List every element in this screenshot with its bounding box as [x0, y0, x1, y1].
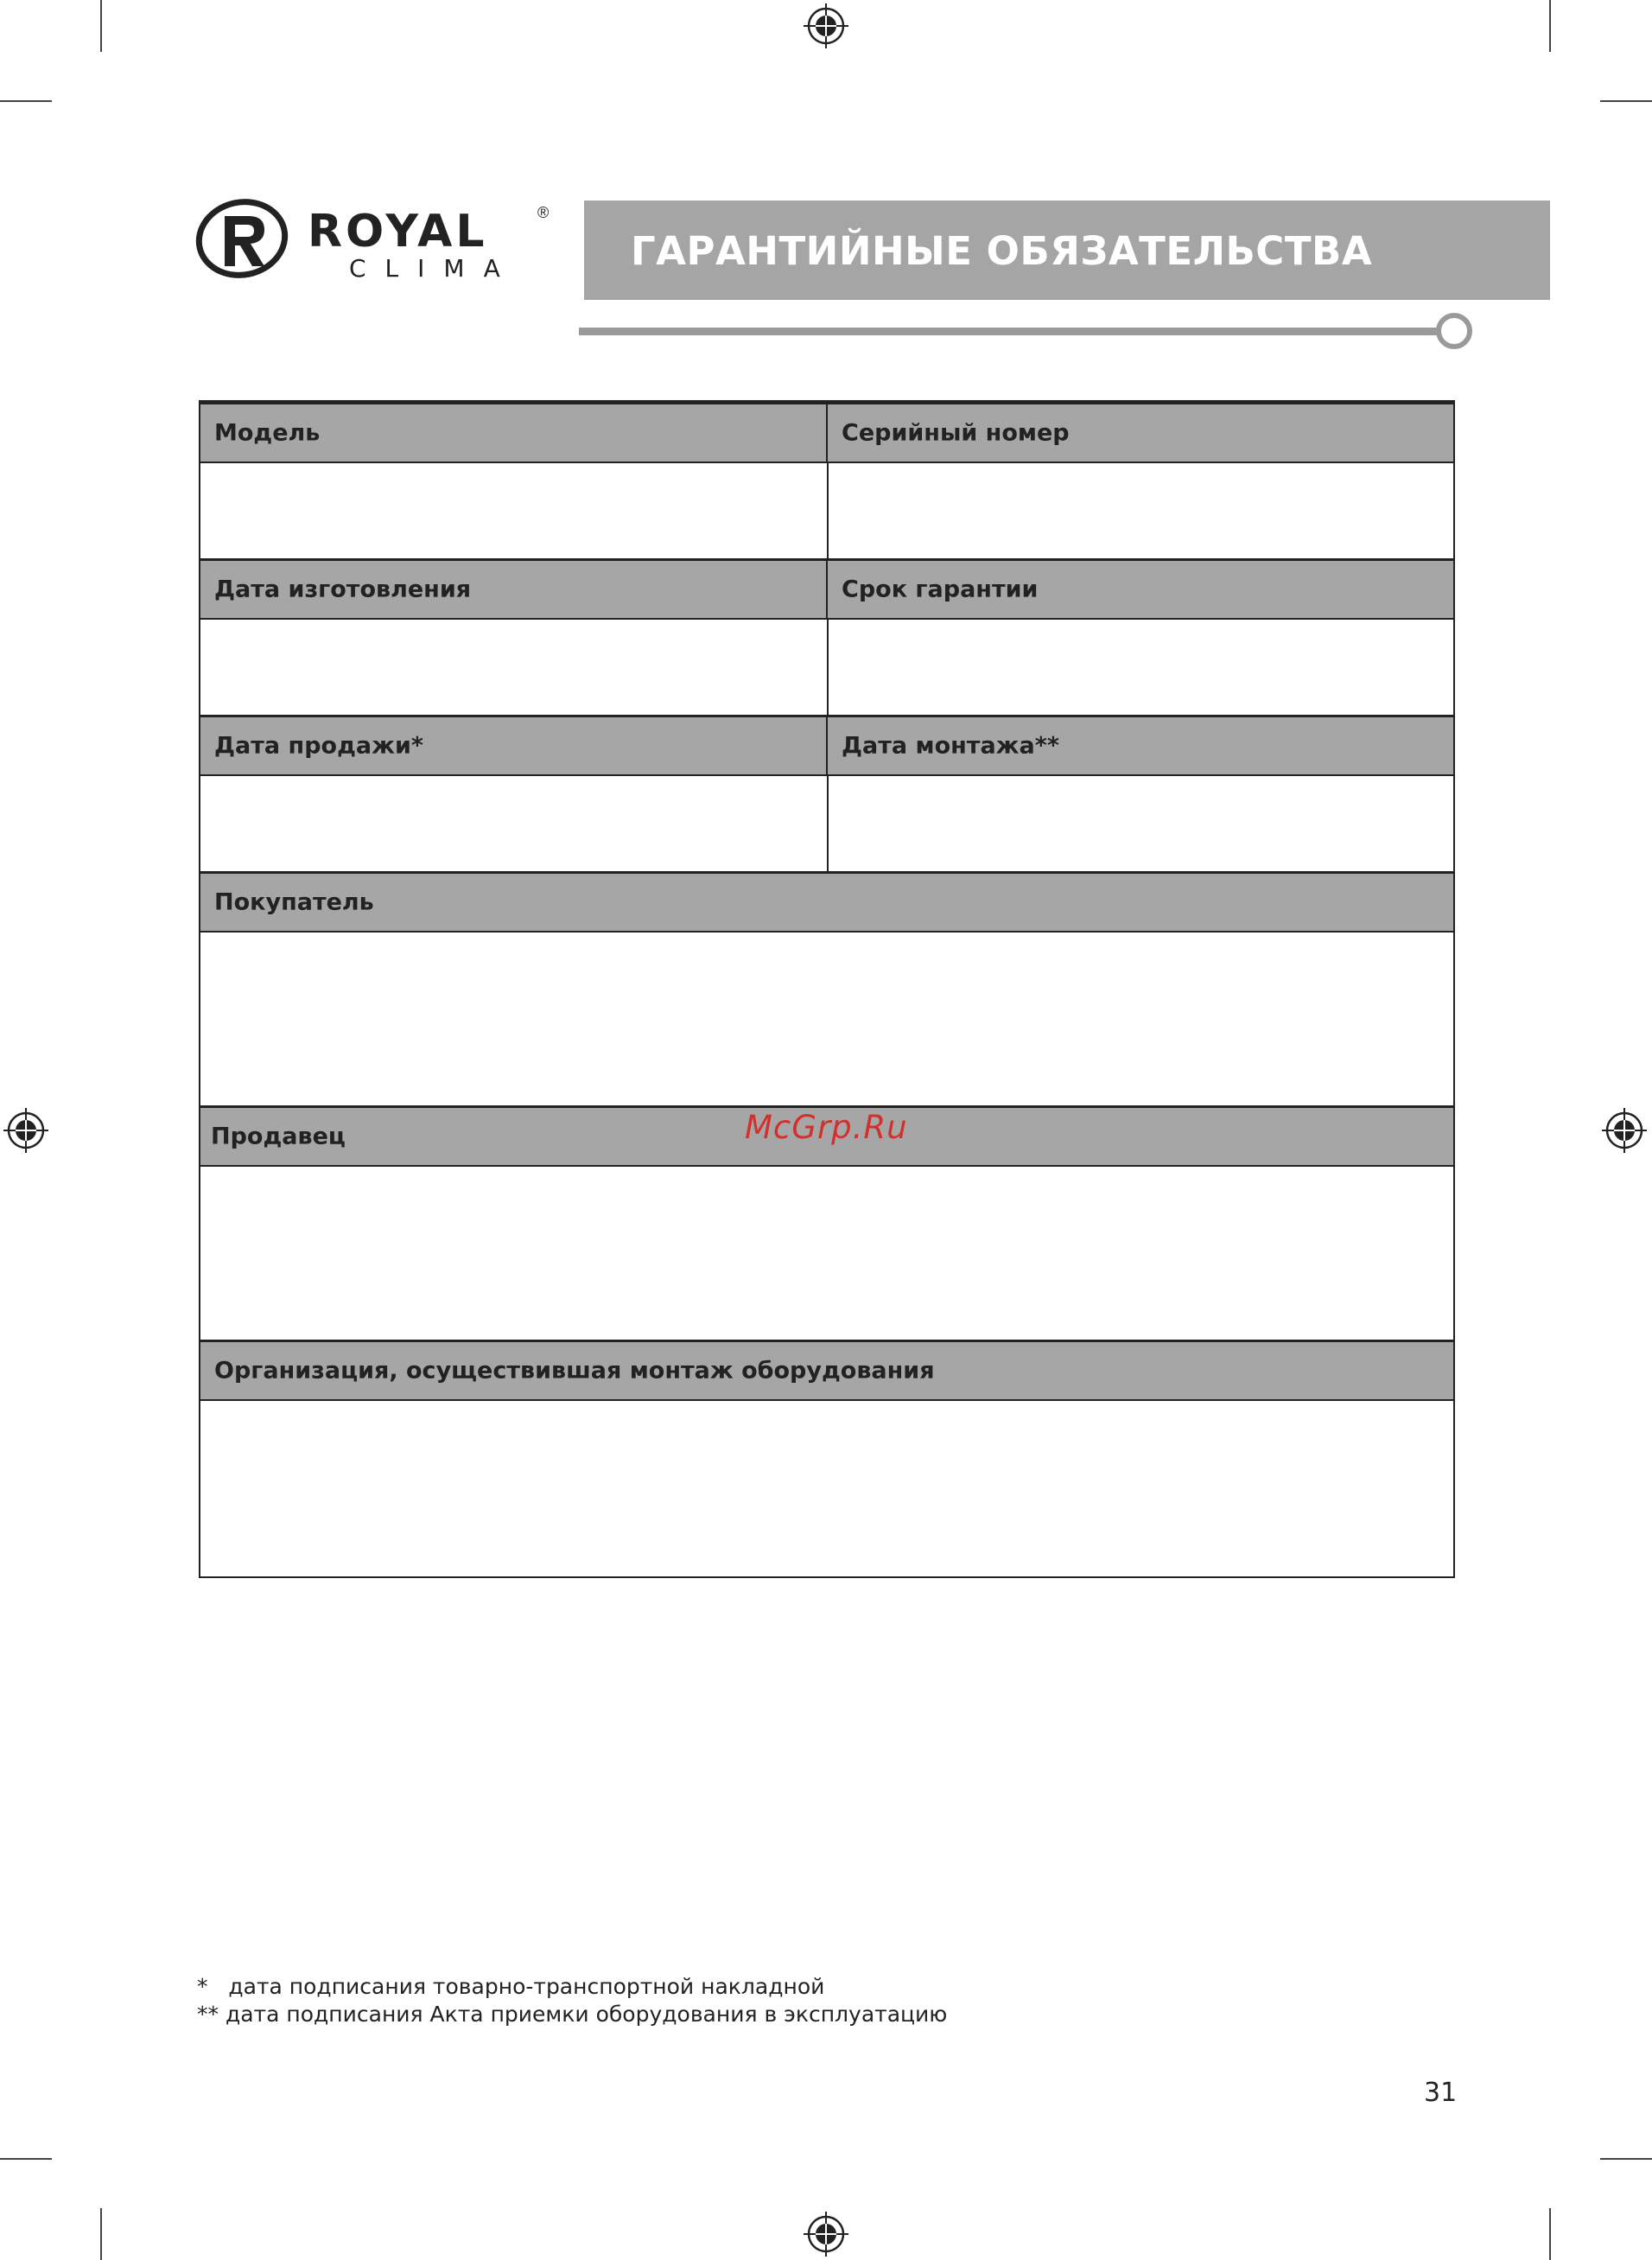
field-warranty-term-label: Срок гарантии — [842, 576, 1039, 603]
field-serial-input[interactable] — [829, 463, 1453, 559]
crop-mark — [1600, 2158, 1652, 2160]
warranty-form — [199, 400, 1455, 1578]
crop-mark — [1549, 0, 1551, 52]
footnote-sale-date: * дата подписания товарно-транспортной накладной — [197, 1974, 825, 1999]
registered-mark: ® — [537, 204, 550, 221]
field-installer-header — [200, 1340, 1453, 1401]
crop-mark — [1549, 2208, 1551, 2260]
title-banner — [584, 201, 1550, 300]
brand-name-sub: CLIMA — [349, 254, 519, 283]
field-installer-input[interactable] — [200, 1401, 1453, 1576]
page-title: ГАРАНТИЙНЫЕ ОБЯЗАТЕЛЬСТВА — [631, 228, 1373, 274]
crop-mark — [100, 2208, 102, 2260]
field-install-date-input[interactable] — [829, 776, 1453, 872]
field-installer-label: Организация, осуществившая монтаж оборудования — [214, 1357, 935, 1385]
title-underline — [579, 328, 1443, 335]
crop-mark — [1600, 100, 1652, 102]
title-underline-dot — [1436, 313, 1472, 349]
footnote-install-date: ** дата подписания Акта приемки оборудования в эксплуатацию — [197, 2002, 948, 2027]
royal-clima-emblem-icon — [195, 199, 289, 278]
field-manufacture-date-input[interactable] — [200, 620, 827, 716]
registration-mark-icon — [1602, 1108, 1647, 1153]
crop-mark — [0, 2158, 52, 2160]
field-model-header — [200, 402, 828, 463]
field-buyer-header — [200, 871, 1453, 933]
field-warranty-term-header — [828, 558, 1453, 620]
crop-mark — [100, 0, 102, 52]
brand-logo — [195, 195, 558, 282]
field-serial-header — [828, 402, 1453, 463]
field-seller-input[interactable] — [200, 1167, 1453, 1340]
field-sale-date-input[interactable] — [200, 776, 827, 872]
field-serial-label: Серийный номер — [842, 419, 1070, 447]
field-sale-date-label: Дата продажи* — [214, 732, 423, 760]
watermark: McGrp.Ru — [745, 1109, 908, 1146]
registration-mark-icon — [804, 2212, 848, 2257]
crop-mark — [0, 100, 52, 102]
field-manufacture-date-label: Дата изготовления — [214, 576, 472, 603]
field-buyer-input[interactable] — [200, 933, 1453, 1105]
registration-mark-icon — [804, 3, 848, 48]
registration-mark-icon — [3, 1108, 48, 1153]
field-sale-date-header — [200, 715, 828, 776]
page-number: 31 — [1424, 2078, 1458, 2108]
field-install-date-header — [828, 715, 1453, 776]
field-seller-label: Продавец — [211, 1123, 346, 1150]
field-warranty-term-input[interactable] — [829, 620, 1453, 716]
brand-name-main: ROYAL — [308, 206, 488, 258]
field-manufacture-date-header — [200, 558, 828, 620]
field-install-date-label: Дата монтажа** — [842, 732, 1060, 760]
field-model-input[interactable] — [200, 463, 827, 559]
field-buyer-label: Покупатель — [214, 888, 374, 916]
field-model-label: Модель — [214, 419, 321, 447]
